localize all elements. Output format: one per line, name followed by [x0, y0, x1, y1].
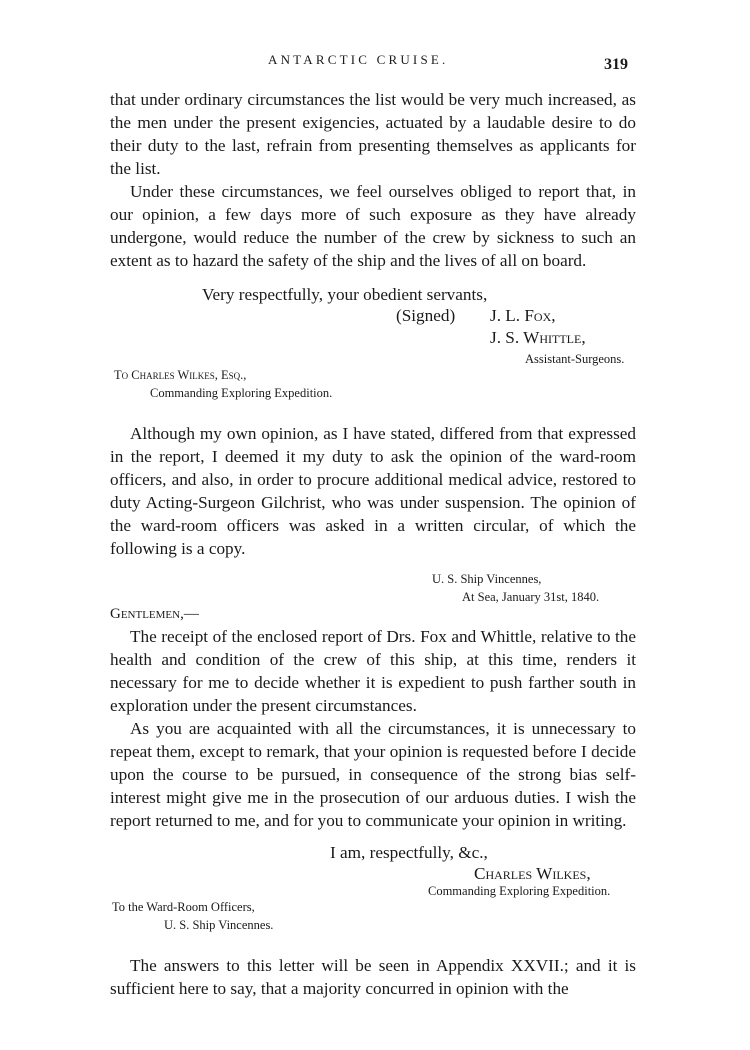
report-body: [110, 88, 636, 272]
circular-place: U. S. Ship Vincennes,: [432, 572, 542, 586]
running-head: [0, 52, 750, 76]
signed-label: (Signed): [396, 306, 456, 325]
circular-paragraph-2: As you are acquainted with all the circumstances, it is unnecessary to repeat them, except to remark, that your opinion is requested before I decide upon the course to be pursued, in consequence of the strong bias self-interest might give me in the prosecution of our arduous duties. I wish the report returned to me, and for you to communicate your opinion in writing.: [110, 719, 636, 830]
report-addressee-title: Commanding Exploring Expedition.: [150, 386, 333, 400]
circular-signer: Charles Wilkes,: [474, 864, 591, 883]
report-addressee-name: To Charles Wilkes, Esq.,: [114, 368, 247, 382]
report-paragraph: Under these circumstances, we feel ourselves obliged to report that, in our opinion, a few days more of such exposure as they have already undergone, would reduce the number of the crew by sickness to such an extent as to hazard the safety of the ship and the lives of all on board.: [110, 182, 636, 270]
circular-paragraph-1: The receipt of the enclosed report of Drs. Fox and Whittle, relative to the health and condition of the crew of this ship, at this time, renders it necessary for me to decide whether it is expedient to push farther south in exploration under the present circumstances.: [110, 627, 636, 715]
signer-title: Assistant-Surgeons.: [525, 352, 625, 366]
report-closing: Very respectfully, your obedient servants,: [202, 285, 488, 304]
circular-salutation: Gentlemen,—: [110, 606, 199, 622]
final-body: [110, 954, 636, 1000]
running-title: ANTARCTIC CRUISE.: [268, 52, 449, 67]
circular-signer-title: Commanding Exploring Expedition.: [428, 884, 611, 898]
signer-whittle: J. S. Whittle,: [490, 328, 586, 347]
circular-body: [110, 625, 636, 832]
narrative-body: [110, 422, 636, 560]
page-number: 319: [604, 56, 628, 73]
narrative-paragraph: Although my own opinion, as I have stated, differed from that expressed in the report, I deemed it my duty to ask the opinion of the ward-room officers, and also, in order to procure additional medical advice, restored to duty Acting-Surgeon Gilchrist, who was under suspension. The opinion of the ward-room officers was asked in a written circular, of which the following is a copy.: [110, 424, 636, 558]
signer-fox: J. L. Fox,: [490, 306, 556, 325]
report-paragraph-continued: that under ordinary circumstances the list would be very much increased, as the men under the present exigencies, actuated by a laudable desire to do their duty to the last, refrain from presenting themselves as applicants for the list.: [110, 90, 636, 178]
circular-addressee-1: To the Ward-Room Officers,: [112, 900, 255, 914]
circular-closing: I am, respectfully, &c.,: [330, 843, 488, 862]
final-paragraph: The answers to this letter will be seen in Appendix XXVII.; and it is sufficient here to say, that a majority concurred in opinion with the: [110, 956, 636, 998]
circular-date: At Sea, January 31st, 1840.: [462, 590, 600, 604]
circular-addressee-2: U. S. Ship Vincennes.: [164, 918, 274, 932]
